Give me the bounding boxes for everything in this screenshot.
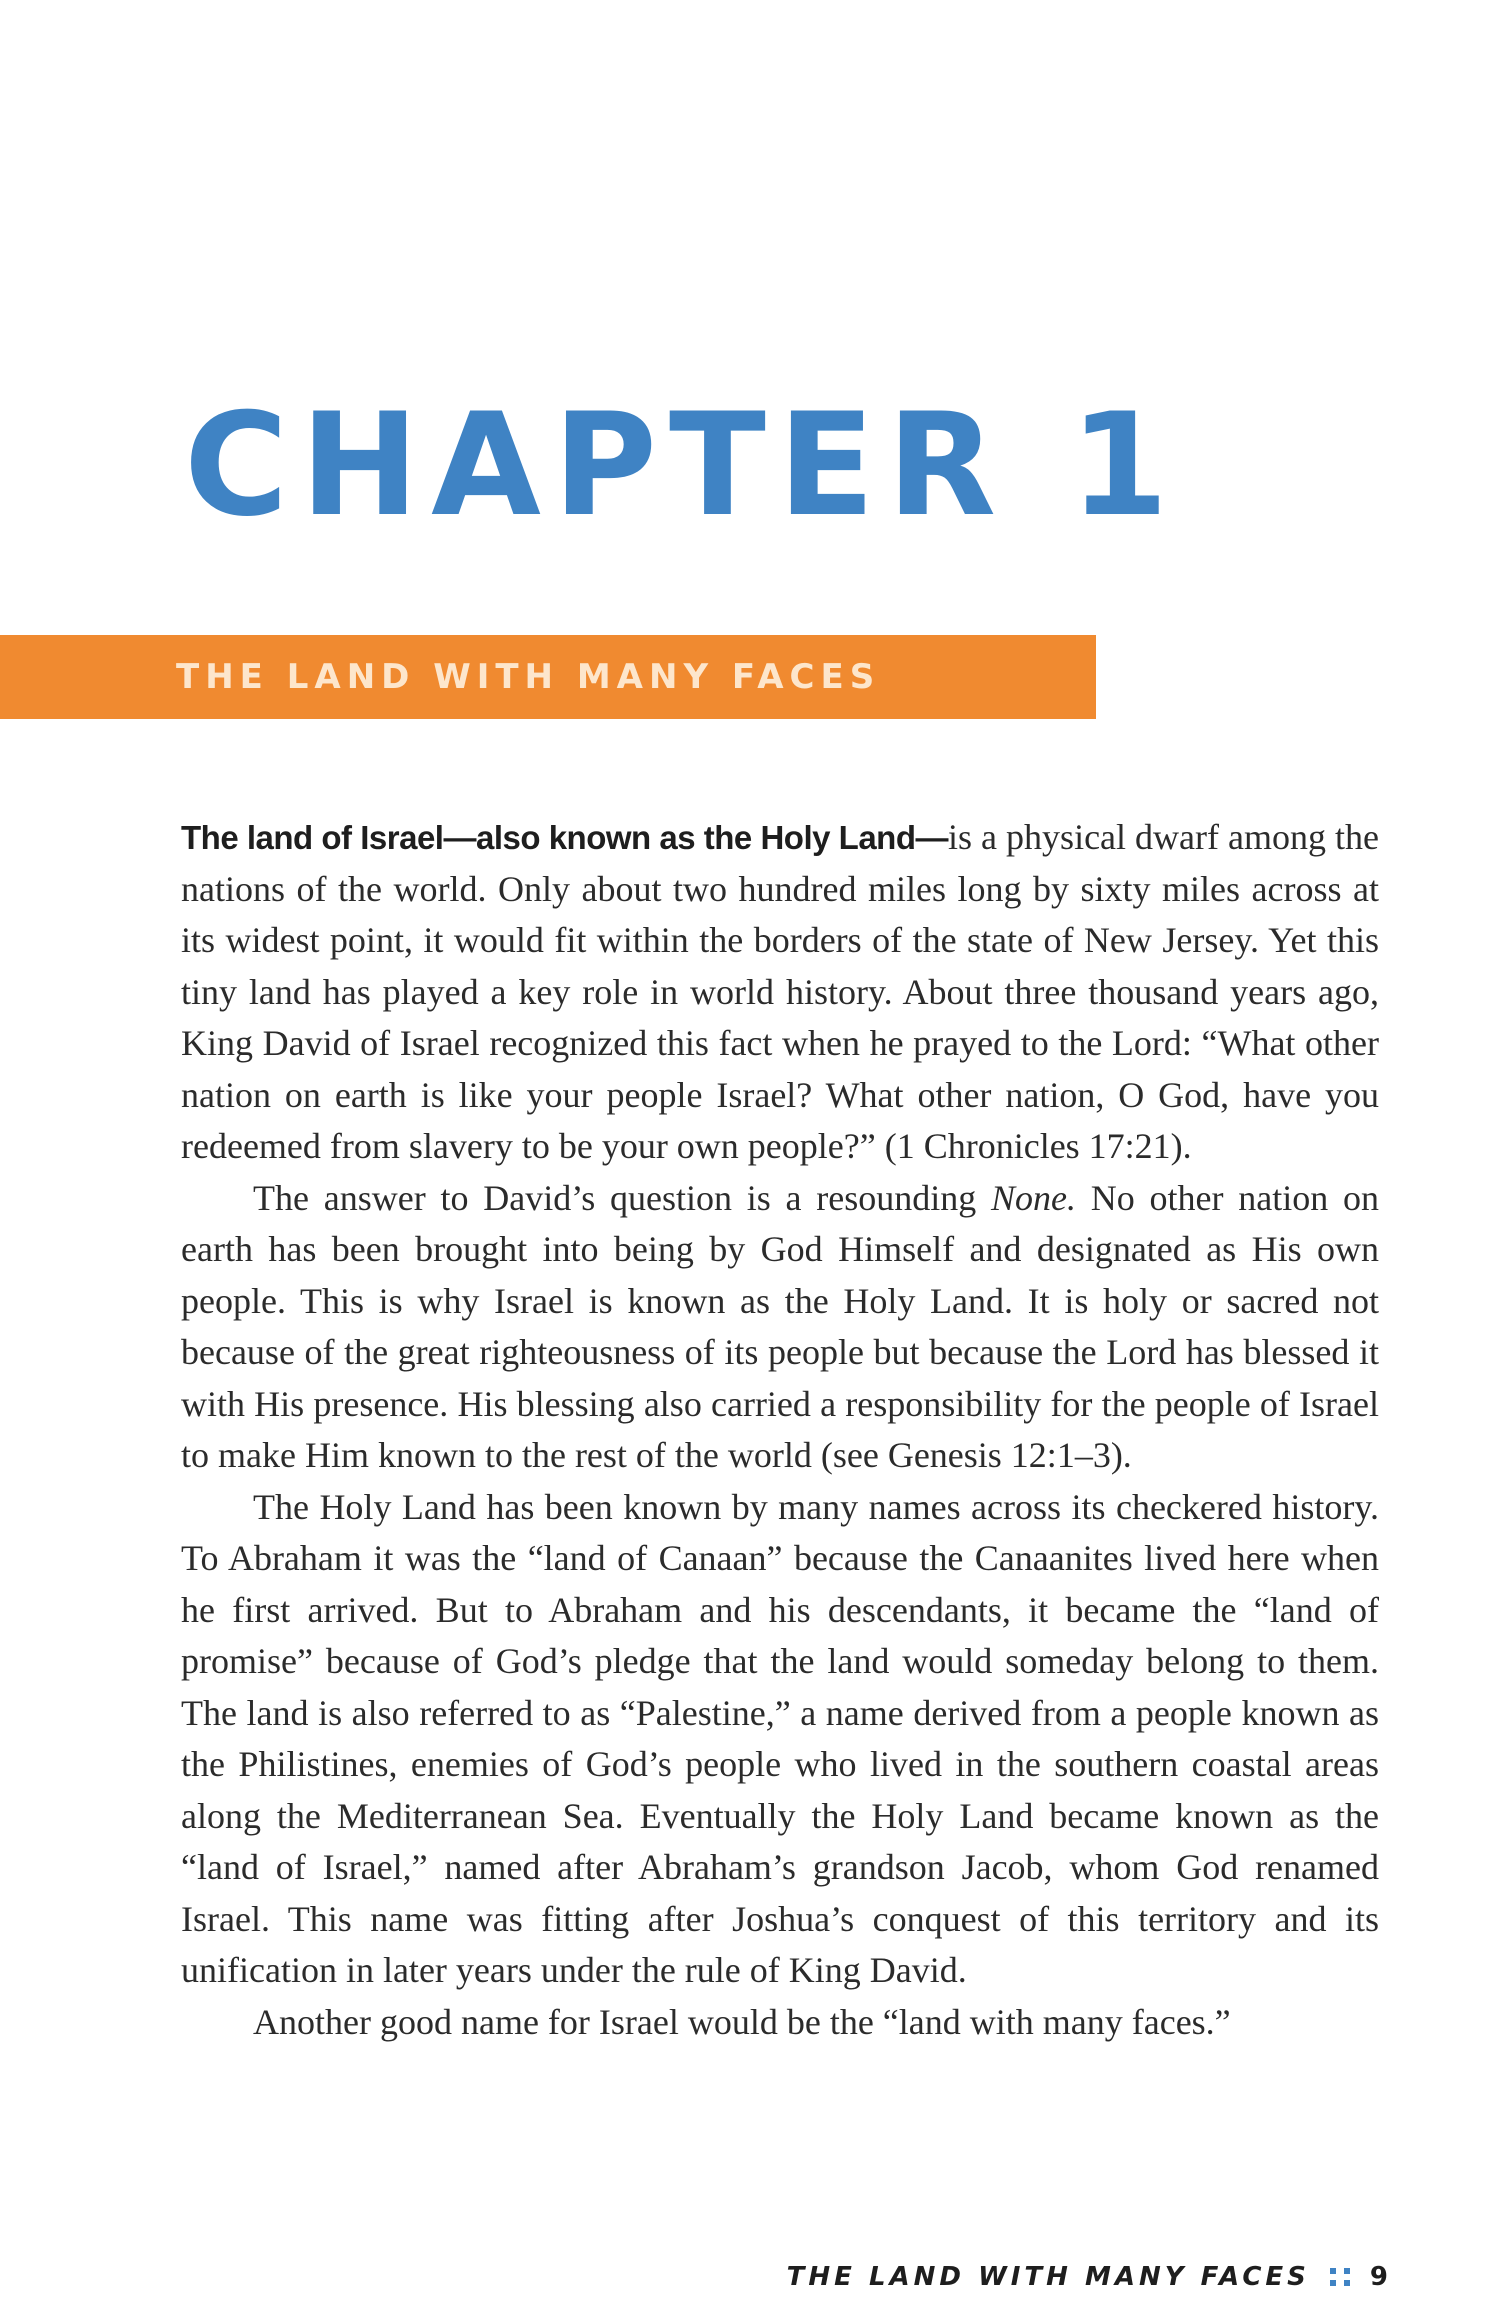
paragraph-1 [181, 812, 1379, 1173]
lead-in: The land of Israel—also known as the Holy Land— [181, 819, 949, 856]
paragraph-2-before: The answer to David’s question is a resounding [253, 1177, 991, 1218]
paragraph-2-after: No other nation on earth has been brought into being by God Himself and designated as His own people. This is why Israel is known as the Holy Land. It is holy or sacred not because of the great righteousness of its people but because the Lord has blessed it with His presence. His blessing also carried a responsibility for the people of Israel to make Him known to the rest of the world (see Genesis 12:1–3). [181, 1177, 1380, 1475]
chapter-banner [0, 635, 1096, 719]
running-head: THE LAND WITH MANY FACES [786, 2262, 1310, 2292]
paragraph-4: Another good name for Israel would be the “land with many faces.” [253, 2001, 1231, 2042]
paragraph-1-text: is a physical dwarf among the nations of the world. Only about two hundred miles long by sixty miles across at its widest point, it would fit within the borders of the state of New Jersey. Yet this tiny land has played a key role in world history. About three thousand years ago, King David of Israel recognized this fact when he prayed to the Lord: “What other nation on earth is like your people Israel? What other nation, O God, have you redeemed from slavery to be your own people?” (1 Chronicles 17:21). [181, 817, 1380, 1166]
paragraph-3: The Holy Land has been known by many names across its checkered history. To Abraham it was the “land of Canaan” because the Canaanites lived here when he first arrived. But to Abraham and his descendants, it became the “land of promise” because of God’s pledge that the land would someday belong to them. The land is also referred to as “Palestine,” a name derived from a people known as the Philistines, enemies of God’s people who lived in the southern coastal areas along the Mediterranean Sea. Eventually the Holy Land became known as the “land of Israel,” named after Abraham’s grandson Jacob, whom God renamed Israel. This name was fitting after Joshua’s conquest of this territory and its unification in later years under the rule of King David. [181, 1486, 1379, 1990]
page-footer [787, 2262, 1388, 2292]
chapter-subtitle: THE LAND WITH MANY FACES [176, 657, 881, 697]
page-number: 9 [1369, 2262, 1388, 2292]
body-text [181, 812, 1379, 2048]
paragraph-2-emphasis: None. [991, 1177, 1076, 1218]
paragraph-2 [181, 1173, 1379, 1482]
chapter-title: CHAPTER 1 [184, 383, 1181, 548]
four-dot-separator-icon [1330, 2268, 1350, 2286]
